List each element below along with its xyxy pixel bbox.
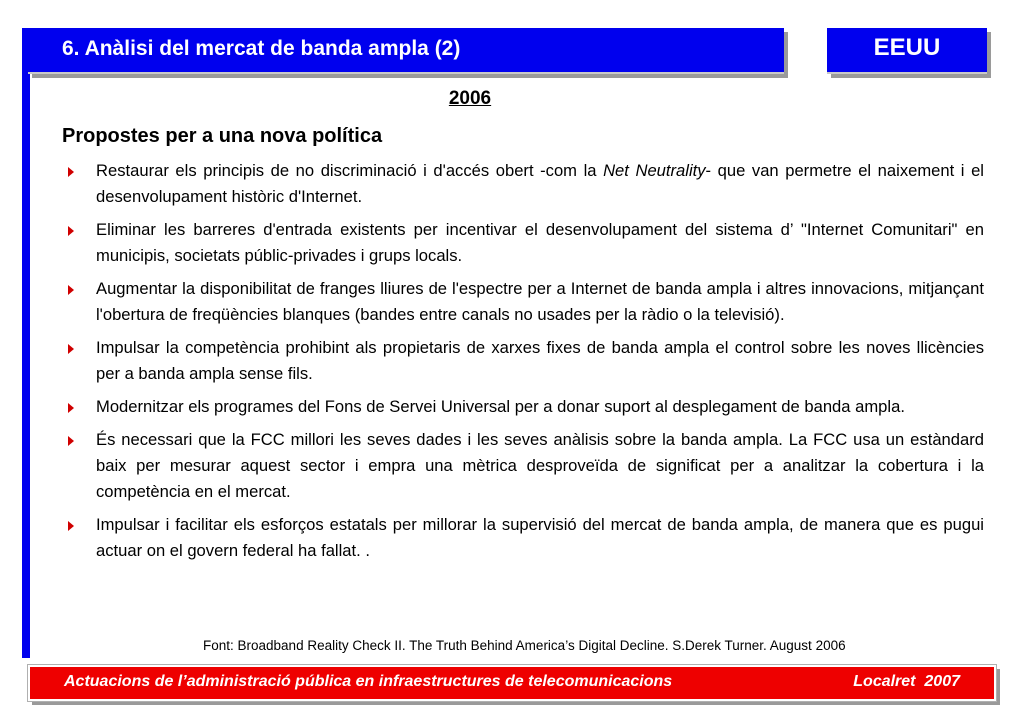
list-item-text: Impulsar i facilitar els esforços estatals per millorar la supervisió del mercat de banda ampla, de manera que es pugui actuar on el govern federal ha fallat. .: [96, 515, 984, 560]
triangle-right-icon: [68, 226, 74, 236]
title-banner: [28, 28, 784, 74]
proposal-list: [62, 158, 984, 571]
country-badge: [827, 28, 987, 74]
list-item-text: Eliminar les barreres d'entrada existents per incentivar el desenvolupament del sistema d’ "Internet Comunitari" en municipis, societats públic-privades i grups locals.: [96, 220, 984, 265]
section-heading: Propostes per a una nova política: [62, 125, 383, 147]
source-citation: Font: Broadband Reality Check II. The Truth Behind America’s Digital Decline. S.Derek Turner. August 2006: [203, 638, 846, 653]
list-item: [62, 394, 984, 420]
list-item-text: Modernitzar els programes del Fons de Servei Universal per a donar suport al desplegament de banda ampla.: [96, 397, 905, 416]
footer-credit: Localret 2007: [853, 673, 960, 690]
list-item: [62, 217, 984, 269]
triangle-right-icon: [68, 403, 74, 413]
list-item: [62, 276, 984, 328]
list-item: [62, 512, 984, 564]
list-item-emphasis: Net Neutrality: [603, 161, 706, 180]
year-label: 2006: [448, 88, 492, 109]
list-item-text: Impulsar la competència prohibint als propietaris de xarxes fixes de banda ampla el control sobre les noves llicències per a banda ampla sense fils.: [96, 338, 984, 383]
list-item-text: Augmentar la disponibilitat de franges lliures de l'espectre per a Internet de banda ampla i altres innovacions, mitjançant l'obertura de freqüències blanques (bandes entre canals no usades per la ràdio o la televisió).: [96, 279, 984, 324]
triangle-right-icon: [68, 167, 74, 177]
page-title: 6. Anàlisi del mercat de banda ampla (2): [62, 37, 461, 60]
list-item-text: Restaurar els principis de no discriminació i d'accés obert -com la: [96, 161, 604, 180]
list-item: [62, 427, 984, 505]
left-accent-bar: [22, 28, 30, 658]
triangle-right-icon: [68, 285, 74, 295]
footer-banner: [28, 665, 996, 701]
list-item-text: - que van permetre el naixement i el desenvolupament històric d'Internet.: [96, 161, 984, 206]
footer-title: Actuacions de l’administració pública en infraestructures de telecomunicacions: [64, 673, 673, 690]
list-item: [62, 335, 984, 387]
triangle-right-icon: [68, 344, 74, 354]
country-label: EEUU: [873, 34, 941, 61]
triangle-right-icon: [68, 521, 74, 531]
list-item-text: És necessari que la FCC millori les seves dades i les seves anàlisis sobre la banda ampla. La FCC usa un estàndard baix per mesurar aquest sector i empra una mètrica desproveïda de significat per a analitzar la cobertura i la competència en el mercat.: [96, 430, 984, 501]
triangle-right-icon: [68, 436, 74, 446]
list-item: [62, 158, 984, 210]
